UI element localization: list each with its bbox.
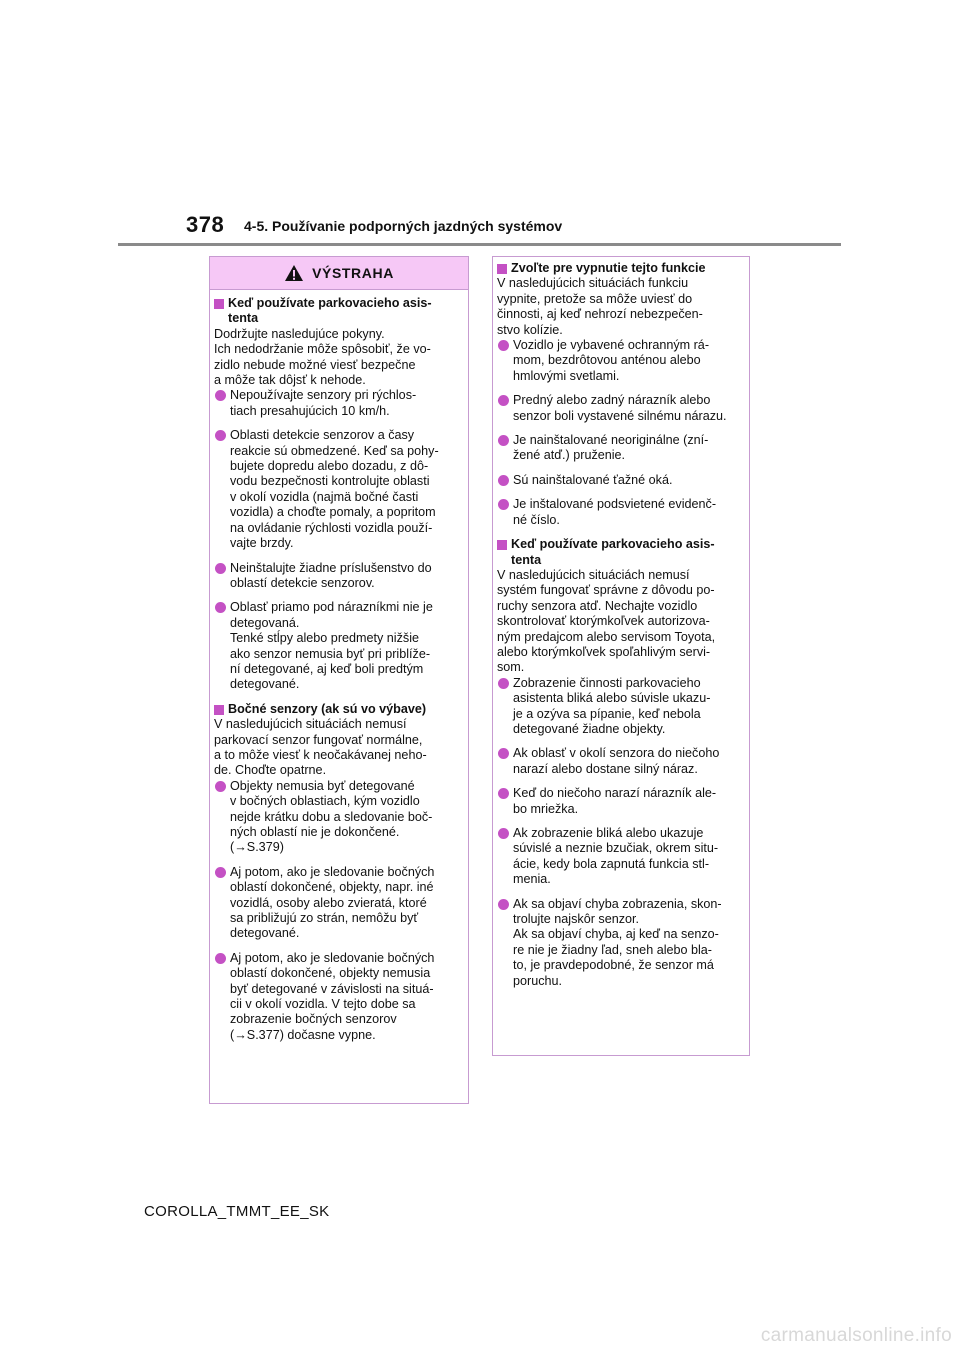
bullet-item [214,561,463,592]
bullet-item [497,473,744,488]
bullet-text: Sú nainštalované ťažné oká. [513,472,673,487]
bullet-item [497,746,744,777]
bullet-block [214,428,463,551]
bullet-text: Aj potom, ako je sledovanie bočných oblastí dokončené, objekty, napr. iné vozidlá, osoby alebo zvieratá, ktoré sa približujú zo strán, nemôžu byť detegované. [230,864,435,941]
circle-bullet-icon [215,867,226,878]
bullet-item [497,826,744,888]
circle-bullet-icon [215,602,226,613]
bullet-text: Keď do niečoho narazí nárazník ale- bo mriežka. [513,786,717,816]
bullet-block [497,786,744,817]
bullet-item [497,897,744,989]
circle-bullet-icon [498,678,509,689]
circle-bullet-icon [498,899,509,910]
bullet-item [497,676,744,738]
bullet-block [497,826,744,888]
bullet-item [497,433,744,464]
watermark: carmanualsonline.info [760,1325,952,1346]
bullet-item [497,338,744,384]
warning-triangle-icon [284,264,304,282]
bullet-text: Aj potom, ako je sledovanie bočných oblastí dokončené, objekty nemusia byť detegované v závislosti na situá- cii v okolí vozidla. V tejto dobe sa zobrazenie bočných senzorov (→S.377) dočasne vypne. [230,950,435,1042]
bullet-block [214,951,463,1043]
square-bullet-icon [497,540,507,550]
bullet-text: Ak zobrazenie bliká alebo ukazuje súvislé a neznie bzučiak, okrem situ- ácie, kedy bola zapnutá funkcia stl- menia. [513,826,719,887]
notice-box [492,256,750,1056]
bullet-text: Objekty nemusia byť detegované v bočných oblastiach, kým vozidlo nejde krátku dobu a sledovanie boč- ných oblastí nie je dokončené. (→S.379) [230,778,433,855]
bullet-text: Oblasti detekcie senzorov a časy reakcie sú obmedzené. Keď sa pohy- bujete dopredu alebo dozadu, z dô- vodu bezpečnosti kontrolujte oblasti v okolí vozidla (najmä bočné časti vozidla) a choďte pomaly, a popritom na ovládanie rýchlosti vozidla použí- vajte brzdy. [230,428,439,551]
bullet-text: Je nainštalované neoriginálne (zní- žené atď.) pruženie. [513,433,709,463]
bullet-block [497,746,744,777]
bullet-text: Neinštalujte žiadne príslušenstvo do oblastí detekcie senzorov. [230,560,432,590]
paragraph: V nasledujúcich situáciách nemusí systém fungovať správne z dôvodu po- ruchy senzora atď. Nechajte vozidlo skontrolovať ktorýmkoľvek autorizova- ným predajcom alebo servisom Toyota, alebo ktorýmkoľvek spoľahlivým servi- som. [497,567,716,675]
circle-bullet-icon [498,340,509,351]
bullet-text: Je inštalované podsvietené evidenč- né číslo. [513,497,717,527]
bullet-text: Vozidlo je vybavené ochranným rá- mom, bezdrôtovou anténou alebo hmlovými svetlami. [513,338,710,383]
section-block [214,296,463,419]
bullet-item [214,951,463,1043]
bullet-text: Ak oblasť v okolí senzora do niečoho narazí alebo dostane silný náraz. [513,746,720,776]
bullet-block [497,433,744,464]
warning-box [209,256,469,1104]
section-block [214,702,463,856]
circle-bullet-icon [498,788,509,799]
bullet-text: Ak sa objaví chyba zobrazenia, skon- trolujte najskôr senzor. Ak sa objaví chyba, aj keď na senzo- re nie je žiadny ľad, sneh alebo bla- to, je pravdepodobné, že senzor má poruchu. [513,896,722,988]
warning-content [210,290,468,1043]
circle-bullet-icon [498,395,509,406]
circle-bullet-icon [215,390,226,401]
bullet-item [214,600,463,692]
bullet-item [214,428,463,551]
circle-bullet-icon [498,499,509,510]
circle-bullet-icon [215,781,226,792]
subheading [497,537,744,568]
square-bullet-icon [214,705,224,715]
bullet-item [497,393,744,424]
bullet-item [497,497,744,528]
warning-header [210,257,468,290]
subheading-text: Bočné senzory (ak sú vo výbave) [228,701,427,716]
circle-bullet-icon [215,563,226,574]
subheading [214,702,463,717]
subheading-text: Zvoľte pre vypnutie tejto funkcie [511,261,706,275]
bullet-block [497,393,744,424]
section-title: 4-5. Používanie podporných jazdných systémov [244,218,563,234]
document-code: COROLLA_TMMT_EE_SK [144,1203,330,1220]
bullet-text: Zobrazenie činnosti parkovacieho asistenta bliká alebo súvisle ukazu- je a ozýva sa pípanie, keď nebola detegované žiadne objekty. [513,675,711,736]
circle-bullet-icon [215,430,226,441]
section-block [497,261,744,384]
header-rule [118,243,841,246]
square-bullet-icon [214,299,224,309]
bullet-block [497,897,744,989]
bullet-item [214,779,463,856]
section-block [497,537,744,737]
subheading [214,296,463,327]
paragraph: V nasledujúcich situáciách nemusí parkovací senzor fungovať normálne, a to môže viesť k neočakávanej neho- de. Choďte opatrne. [214,717,427,778]
bullet-item [497,786,744,817]
warning-title: VÝSTRAHA [312,265,394,281]
bullet-block [214,600,463,692]
paragraph: Dodržujte nasledujúce pokyny. Ich nedodržanie môže spôsobiť, že vo- zidlo nebude možné viesť bezpečne a môže tak dôjsť k nehode. [214,326,431,388]
subheading-text: Keď používate parkovacieho asis- tenta [511,537,715,567]
bullet-text: Nepoužívajte senzory pri rýchlos- tiach presahujúcich 10 km/h. [230,388,417,418]
circle-bullet-icon [498,748,509,759]
circle-bullet-icon [498,435,509,446]
page-number: 378 [186,212,225,237]
paragraph: V nasledujúcich situáciách funkciu vypnite, pretože sa môže uviesť do činnosti, aj keď nehrozí nebezpečen- stvo kolízie. [497,276,703,337]
bullet-block [497,497,744,528]
square-bullet-icon [497,264,507,274]
notice-content [493,257,749,989]
bullet-text: Oblasť priamo pod nárazníkmi nie je detegovaná. Tenké stĺpy alebo predmety nižšie ako senzor nemusia byť pri priblíže- ní detegované, aj keď boli predtým detegované. [230,600,433,692]
bullet-item [214,865,463,942]
bullet-block [214,865,463,942]
circle-bullet-icon [498,475,509,486]
bullet-text: Predný alebo zadný nárazník alebo senzor boli vystavené silnému nárazu. [513,393,727,423]
bullet-item [214,388,463,419]
subheading-text: Keď používate parkovacieho asis- tenta [228,296,432,326]
bullet-block [214,561,463,592]
bullet-block [497,473,744,488]
circle-bullet-icon [498,828,509,839]
circle-bullet-icon [215,953,226,964]
subheading [497,261,744,276]
